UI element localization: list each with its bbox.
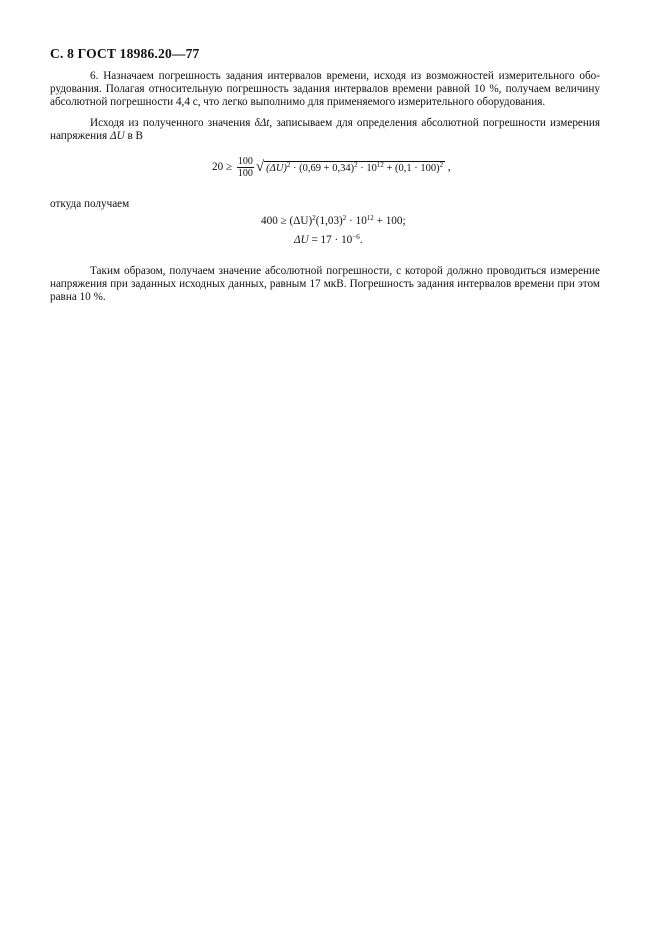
formula1-numerator: 100: [237, 156, 253, 167]
p1-line2: рудования. Полагая относительную погрешность задания интервалов времени равной 10 %, получаем величину: [50, 83, 600, 96]
p4-line1: Таким образом, получаем значение абсолютной погрешности, с которой должно проводиться измерение: [90, 265, 600, 277]
formula-inequality-sqrt: [212, 156, 451, 179]
formula1-term3: · 10: [357, 163, 377, 174]
p2-du-symbol: ΔU: [110, 130, 125, 143]
formula3-trail: .: [359, 234, 363, 246]
formula2-text-b: (1,03): [315, 215, 343, 227]
formula1-term1: (ΔU): [266, 163, 287, 174]
p1-line3: абсолютной погрешности 4,4 с, что легко выполнимо для применяемого измерительного оборудования.: [50, 96, 546, 109]
formula2-exp-c: 12: [366, 214, 374, 222]
formula2-exp-b: 2: [342, 214, 347, 222]
formula1-exp1: 2: [286, 161, 291, 169]
formula1-trail: ,: [445, 161, 451, 174]
p4-line3: этом равна 10 %.: [50, 278, 600, 304]
p4-line2: напряжения при заданных исходных данных, равным 17 мкВ. Погрешность задания интервалов времени при: [50, 278, 575, 291]
p2-delta-symbol: δΔt: [254, 117, 270, 129]
formula1-exp3: 12: [376, 161, 384, 169]
formula2-text-c: · 10: [346, 215, 367, 227]
formula1-lhs: 20 ≥: [212, 161, 233, 174]
p2-start: Исходя из полученного значения: [90, 117, 255, 129]
formula3-exp: −6: [352, 233, 360, 241]
formula-inequality-400: [261, 215, 406, 227]
page-header: С. 8 ГОСТ 18986.20—77: [50, 46, 200, 61]
p2-line2-start: напряжения: [50, 130, 110, 143]
formula1-exp4: 2: [439, 161, 444, 169]
formula3-eq: = 17 · 10: [308, 234, 353, 246]
formula3-lhs: ΔU: [294, 234, 309, 246]
formula-du-value: [294, 234, 363, 246]
formula1-denominator: 100: [237, 168, 253, 179]
paragraph-whence: [50, 198, 600, 211]
formula1-radicand: [264, 161, 445, 174]
p3-text: откуда получаем: [50, 198, 130, 210]
formula1-term4: + (0,1 · 100): [383, 163, 440, 174]
formula1-term2: · (0,69 + 0,34): [290, 163, 355, 174]
formula1-fraction: [237, 156, 254, 179]
paragraph-conclusion: [50, 265, 600, 305]
formula2-text-a: 400 ≥ (ΔU): [261, 215, 313, 227]
formula2-text-d: + 100;: [373, 215, 406, 227]
p1-line1: 6. Назначаем погрешность задания интервалов времени, исходя из возможностей измерительного обо-: [90, 70, 600, 82]
paragraph-voltage-error: [50, 117, 600, 143]
formula2-exp-a: 2: [312, 214, 316, 222]
formula1-exp2: 2: [354, 161, 358, 169]
p2-line2-end: в В: [124, 130, 143, 143]
p2-mid: , записываем для определения абсолютной погрешности измерения: [269, 117, 600, 129]
paragraph-error-intervals: [50, 70, 600, 110]
sqrt-icon: √: [255, 159, 265, 175]
